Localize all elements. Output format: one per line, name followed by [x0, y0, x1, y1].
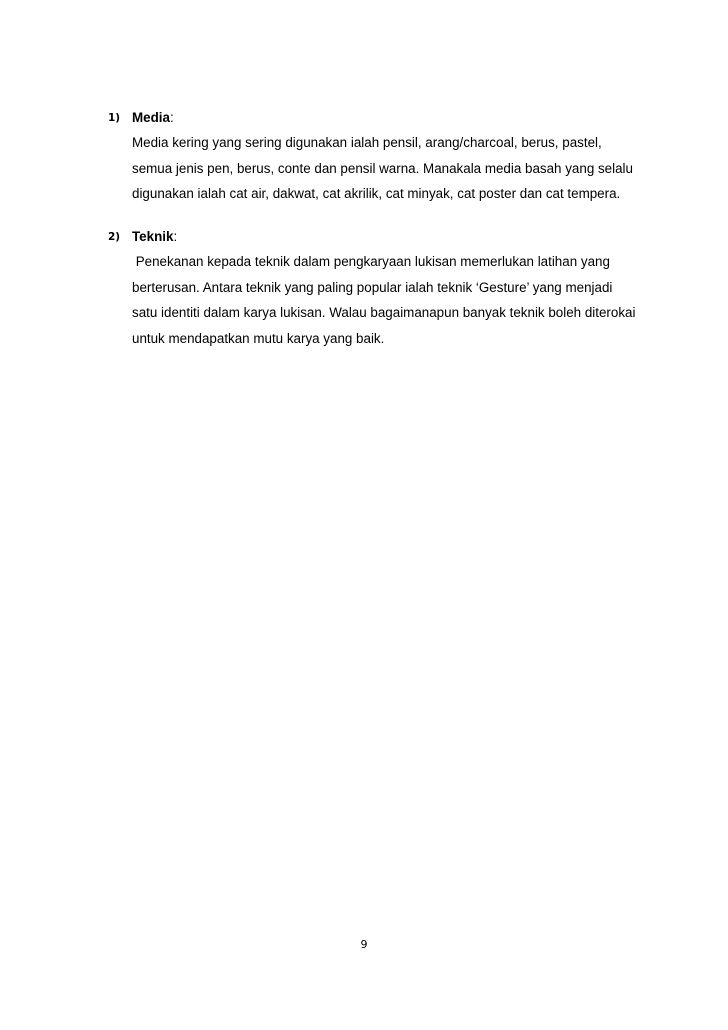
- body-line: digunakan ialah cat air, dakwat, cat akrilik, cat minyak, cat poster dan cat tempera.: [132, 186, 621, 201]
- body-line: berterusan. Antara teknik yang paling popular ialah teknik ‘Gesture’ yang menjadi: [132, 279, 613, 295]
- body-line: semua jenis pen, berus, conte dan pensil warna. Manakala media basah yang selalu: [132, 160, 633, 176]
- item-heading: [108, 225, 668, 249]
- item-title-colon: :: [173, 229, 178, 244]
- item-number: 2): [108, 231, 121, 243]
- item-body: [132, 130, 668, 207]
- item-body: [132, 249, 668, 351]
- item-title-bold: Teknik: [132, 229, 174, 244]
- item-title-colon: :: [169, 110, 174, 125]
- list-item-media: [108, 106, 668, 207]
- body-line: Media kering yang sering digunakan ialah pensil, arang/charcoal, berus, pastel,: [132, 135, 602, 150]
- item-title-bold: Media: [132, 110, 170, 125]
- list-item-teknik: [108, 225, 668, 351]
- item-heading: [108, 106, 668, 130]
- page-number: 9: [360, 938, 368, 951]
- item-title: [132, 225, 177, 249]
- body-line: untuk mendapatkan mutu karya yang baik.: [132, 330, 385, 346]
- body-line: Penekanan kepada teknik dalam pengkaryaan lukisan memerlukan latihan yang: [132, 254, 610, 269]
- item-number: 1): [108, 112, 121, 124]
- item-title: [132, 106, 174, 130]
- body-line: satu identiti dalam karya lukisan. Walau bagaimanapun banyak teknik boleh diterokai: [132, 305, 636, 320]
